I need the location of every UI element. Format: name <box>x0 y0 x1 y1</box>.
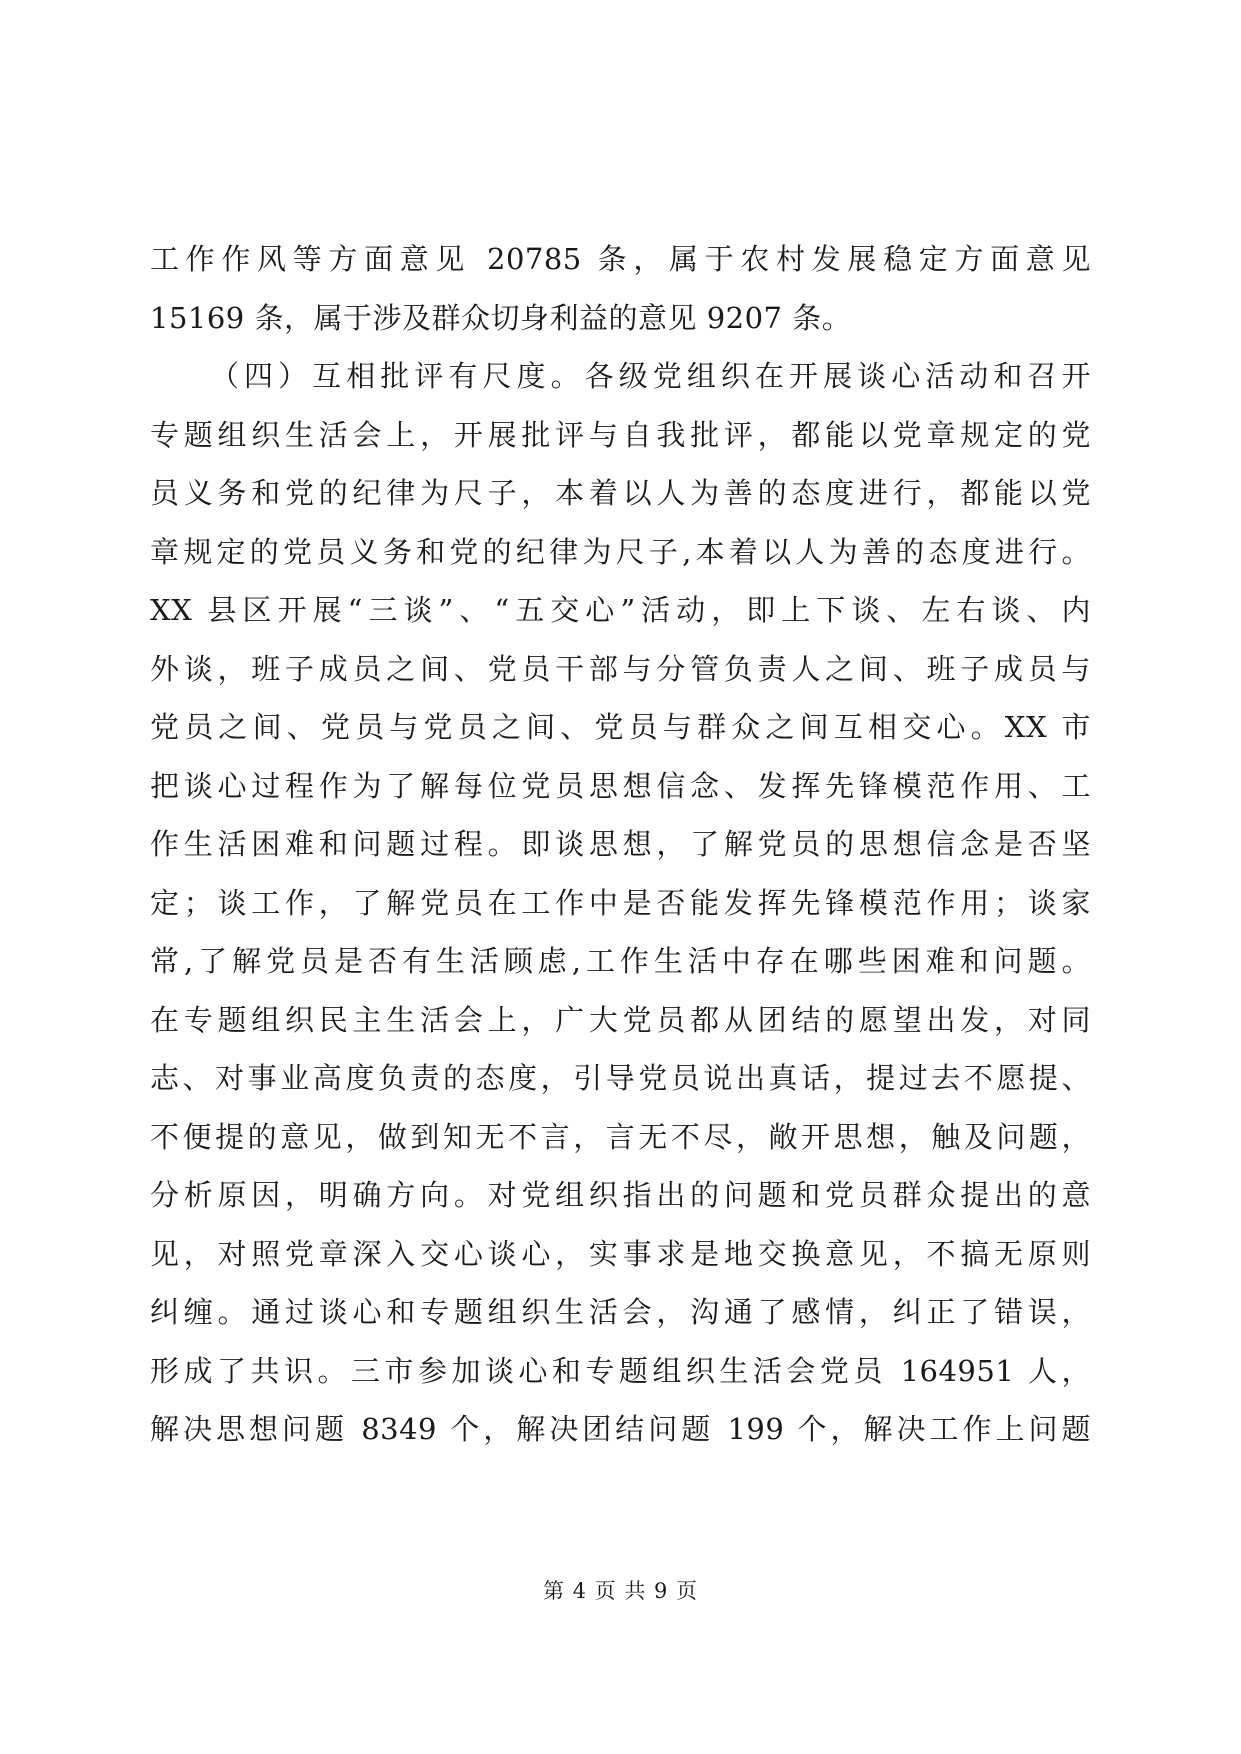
text-line: 在专题组织民主生活会上，广大党员都从团结的愿望出发，对同 <box>150 1002 1091 1037</box>
text-line: 见，对照党章深入交心谈心，实事求是地交换意见，不搞无原则 <box>150 1236 1091 1271</box>
text-line: 外谈，班子成员之间、党员干部与分管负责人之间、班子成员与 <box>150 651 1091 686</box>
text-line: 员义务和党的纪律为尺子，本着以人为善的态度进行，都能以党 <box>150 476 1091 510</box>
text-line: 15169 条，属于涉及群众切身利益的意见 9207 条。 <box>150 300 852 335</box>
text-line: XX 县区开展“三谈”、“五交心”活动，即上下谈、左右谈、内 <box>150 593 1091 627</box>
text-line: 形成了共识。三市参加谈心和专题组织生活会党员 164951 人， <box>150 1353 1091 1388</box>
body-text <box>150 230 1091 1459</box>
text-line: 分析原因，明确方向。对党组织指出的问题和党员群众提出的意 <box>150 1178 1091 1212</box>
text-line: 解决思想问题 8349 个，解决团结问题 199 个，解决工作上问题 <box>150 1412 1091 1446</box>
text-line: 党员之间、党员与党员之间、党员与群众之间互相交心。XX 市 <box>150 710 1091 744</box>
text-line: 把谈心过程作为了解每位党员思想信念、发挥先锋模范作用、工 <box>150 768 1091 803</box>
text-line: 定；谈工作，了解党员在工作中是否能发挥先锋模范作用；谈家 <box>150 885 1091 920</box>
section-heading-line: （四）互相批评有尺度。各级党组织在开展谈心活动和召开 <box>210 359 1091 393</box>
text-line: 志、对事业高度负责的态度，引导党员说出真话，提过去不愿提、 <box>150 1061 1091 1095</box>
text-line: 工作作风等方面意见 20785 条，属于农村发展稳定方面意见 <box>150 242 1091 276</box>
text-line: 常,了解党员是否有生活顾虑,工作生活中存在哪些困难和问题。 <box>150 944 1091 978</box>
text-line: 纠缠。通过谈心和专题组织生活会，沟通了感情，纠正了错误， <box>150 1295 1091 1329</box>
text-line: 不便提的意见，做到知无不言，言无不尽，敞开思想，触及问题， <box>150 1119 1091 1154</box>
text-line: 专题组织生活会上，开展批评与自我批评，都能以党章规定的党 <box>150 417 1091 452</box>
text-line: 章规定的党员义务和党的纪律为尺子,本着以人为善的态度进行。 <box>150 534 1091 569</box>
page-number-footer: 第 4 页 共 9 页 <box>542 1579 699 1603</box>
text-line: 作生活困难和问题过程。即谈思想，了解党员的思想信念是否坚 <box>150 827 1091 861</box>
